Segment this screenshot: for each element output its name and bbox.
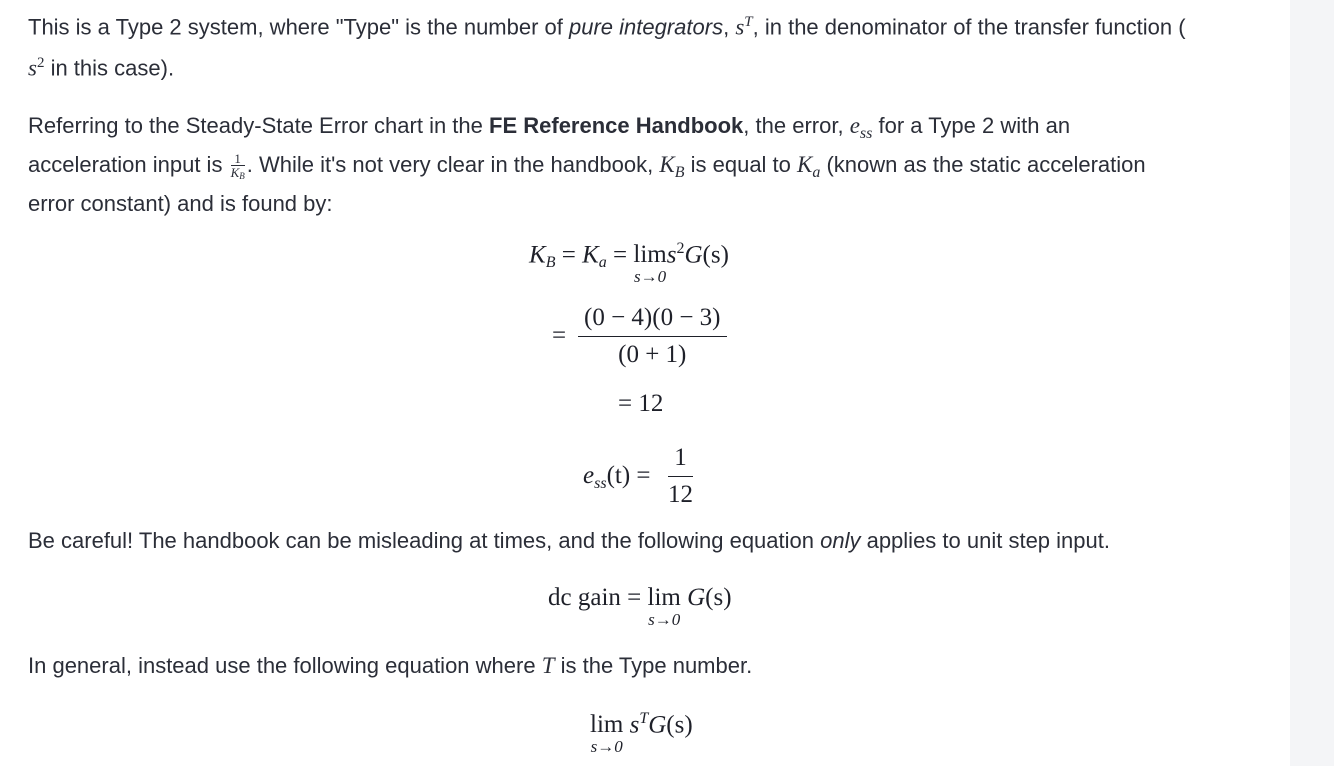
eq2-equals: = <box>552 322 567 349</box>
para2-text-1: Referring to the Steady-State Error chart in the <box>28 113 490 138</box>
KB-sub: B <box>674 164 685 181</box>
paragraph-type-explanation <box>28 4 1186 87</box>
para4-text-1: In general, instead use the following equation where <box>28 653 542 678</box>
eq5-equals: = <box>627 584 642 611</box>
eq6-G: G <box>648 711 667 739</box>
var-s-squared: s <box>28 55 37 81</box>
eq6-s-sup: T <box>639 710 649 727</box>
ess-sub: ss <box>859 125 873 142</box>
para2-text-3: for a Type 2 with an <box>872 113 1071 138</box>
only-emphasis: only <box>820 528 861 553</box>
para1-text-1: This is a Type 2 system, where "Type" is the number of <box>28 14 569 40</box>
eq5-lim-under: s→0 <box>648 610 681 629</box>
inline-fraction-1-over-KB <box>231 152 245 181</box>
para1-text-4: in this case). <box>44 55 175 81</box>
eq1-lim-under: s→0 <box>633 267 667 287</box>
para3-text-1: Be careful! The handbook can be misleading at times, and the following equation <box>28 528 821 553</box>
eq6-limit <box>590 711 624 757</box>
eq1-K: K <box>529 241 546 269</box>
para1-text-2: , <box>723 14 736 40</box>
eq2-denominator: (0 + 1) <box>618 341 687 368</box>
sup-2: 2 <box>36 55 45 72</box>
para2-text-6: is equal to <box>684 152 798 177</box>
inline-frac-num: 1 <box>231 152 245 166</box>
eq1-G: G <box>684 241 703 269</box>
eq4-arg: (t) <box>606 462 631 489</box>
eq4-equals: = <box>636 462 651 489</box>
para2-text-7: (known as the static acceleration <box>820 152 1146 177</box>
eq1-lim-text: lim <box>633 241 667 269</box>
para1-text-3: , in the denominator of the transfer function ( <box>752 14 1186 40</box>
para2-text-2: , the error, <box>743 113 850 138</box>
eq5-label: dc gain <box>548 584 621 611</box>
equation-general-limit <box>590 710 693 757</box>
eq4-ess <box>583 462 651 490</box>
eq1-s-sup: 2 <box>676 240 685 257</box>
KB-K: K <box>659 152 675 177</box>
eq1-s: s <box>666 241 677 269</box>
eq4-e: e <box>583 462 595 489</box>
eq6-lim-text: lim <box>590 711 624 739</box>
eq3-result: = 12 <box>618 390 664 417</box>
eq4-denominator: 12 <box>668 481 693 508</box>
Ka-K: K <box>797 152 813 177</box>
Ka-sub: a <box>812 164 821 181</box>
paragraph-in-general <box>28 648 752 684</box>
eq5-limit <box>647 584 681 629</box>
para4-text-2: is the Type number. <box>554 653 753 678</box>
scrollbar-gutter[interactable] <box>1290 0 1334 766</box>
equation-KB-limit <box>529 240 729 287</box>
eq6-arg: (s) <box>666 711 693 739</box>
eq5-arg: (s) <box>705 584 732 611</box>
eq4-e-sub: ss <box>594 475 607 492</box>
eq2-fraction <box>578 304 727 369</box>
para2-text-8: error constant) and is found by: <box>28 191 333 216</box>
pure-integrators-emphasis: pure integrators <box>569 14 724 40</box>
paragraph-steady-state-error <box>28 108 1146 222</box>
inline-frac-den-sub: B <box>239 170 245 181</box>
eq5-G: G <box>687 584 706 611</box>
eq1-equals-b: = <box>613 241 628 269</box>
eq1-Ka: K <box>582 241 599 269</box>
eq1-arg: (s) <box>702 241 729 269</box>
eq4-fraction <box>668 444 693 509</box>
equation-dc-gain <box>548 584 732 629</box>
eq1-limit <box>633 241 667 287</box>
eq1-Ka-sub: a <box>598 254 607 272</box>
eq6-lim-under: s→0 <box>590 737 623 757</box>
var-T: T <box>541 653 555 678</box>
ess-e: e <box>849 113 860 138</box>
inline-frac-den-K: K <box>230 164 240 180</box>
var-s: s <box>735 14 745 40</box>
para2-text-4: acceleration input is <box>28 152 229 177</box>
eq2-numerator: (0 − 4)(0 − 3) <box>578 304 727 337</box>
fe-handbook-bold: FE Reference Handbook <box>489 113 744 138</box>
eq5-lim-text: lim <box>647 584 681 611</box>
paragraph-be-careful <box>28 523 1110 559</box>
para3-text-2: applies to unit step input. <box>860 528 1110 553</box>
eq1-K-sub: B <box>545 254 556 272</box>
eq1-equals-a: = <box>561 241 576 269</box>
para2-text-5: . While it's not very clear in the handbook, <box>246 152 660 177</box>
eq4-numerator: 1 <box>668 444 693 477</box>
eq6-s: s <box>629 711 640 739</box>
sup-T: T <box>744 14 753 30</box>
